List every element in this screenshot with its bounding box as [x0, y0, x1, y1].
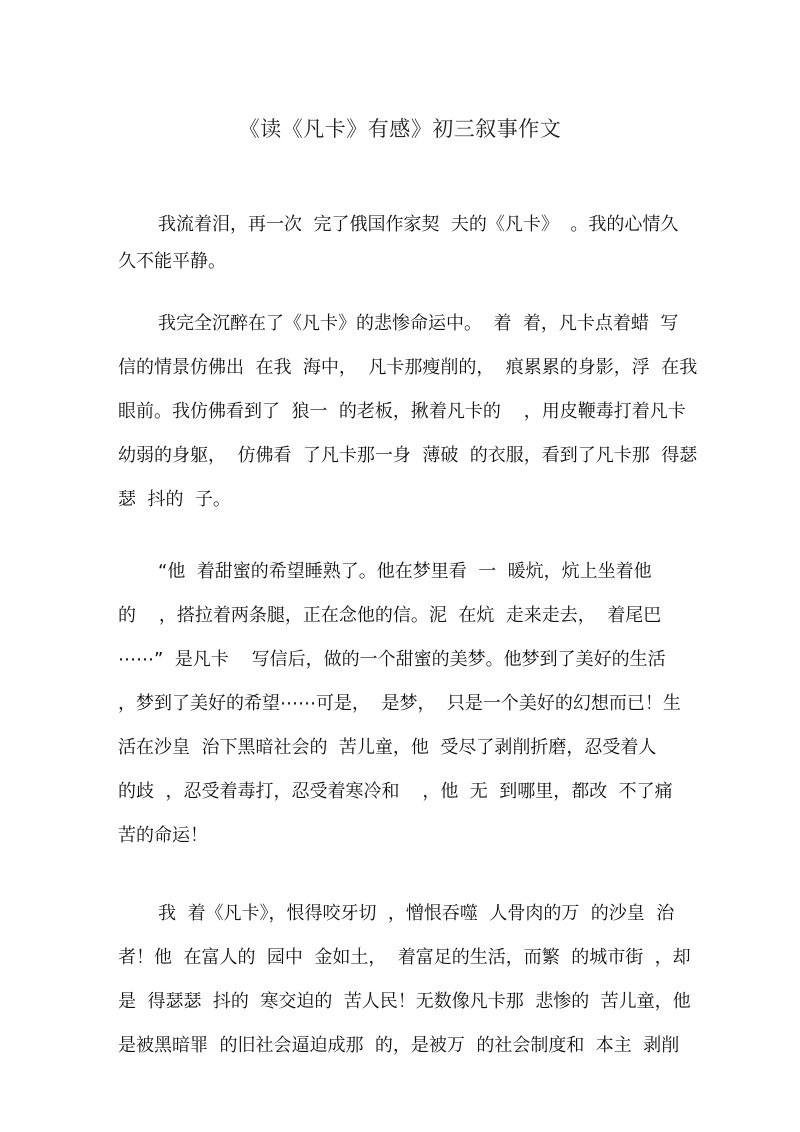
paragraph-line: 苦的命运！: [118, 825, 208, 846]
paragraph-line: 我完全沉醉在了《凡卡》的悲惨命运中。 着 着，凡卡点着蜡 写: [158, 313, 679, 334]
paragraph-2: [118, 302, 698, 522]
paragraph-line: 者！他 在富人的 园中 金如土， 着富足的生活，而繁 的城市街 ，却: [118, 947, 691, 968]
paragraph-line: 我流着泪，再一次 完了俄国作家契 夫的《凡卡》 。我的心情久: [158, 214, 679, 235]
paragraph-line: 瑟 抖的 子。: [118, 489, 231, 510]
paragraph-line: ，梦到了美好的希望⋯⋯可是， 是梦， 只是一个美好的幻想而已！生: [118, 693, 681, 714]
paragraph-line: 的歧 ，忍受着毒打，忍受着寒冷和 ，他 无 到哪里，都改 不了痛: [118, 781, 673, 802]
paragraph-line: “他 着甜蜜的希望睡熟了。他在梦里看 一 暖炕，炕上坐着他: [158, 561, 652, 582]
paragraph-line: 活在沙皇 治下黑暗社会的 苦儿童，他 受尽了剥削折磨，忍受着人: [118, 737, 657, 758]
paragraph-line: 是被黑暗罪 的旧社会逼迫成那 的，是被万 的社会制度和 本主 剥削: [118, 1035, 680, 1056]
paragraph-line: 是 得瑟瑟 抖的 寒交迫的 苦人民！无数像凡卡那 悲惨的 苦儿童，他: [118, 991, 691, 1012]
document-title: 《读《凡卡》有感》初三叙事作文: [238, 117, 562, 141]
paragraph-1: [118, 206, 678, 280]
paragraph-4: [118, 892, 691, 1068]
paragraph-line: 久不能平静。: [118, 251, 226, 272]
paragraph-line: 眼前。我仿佛看到了 狼一 的老板，揪着凡卡的 ，用皮鞭毒打着凡卡: [118, 401, 686, 422]
paragraph-line: 信的情景仿佛出 在我 海中， 凡卡那瘦削的， 痕累累的身影，浮 在我: [118, 357, 698, 378]
paragraph-line: 我 着《凡卡》，恨得咬牙切 ，憎恨吞噬 人骨肉的万 的沙皇 治: [158, 903, 675, 924]
paragraph-line: 的 ，搭拉着两条腿，正在念他的信。泥 在炕 走来走去， 着尾巴: [118, 605, 662, 626]
paragraph-line: ⋯⋯” 是凡卡 写信后，做的一个甜蜜的美梦。他梦到了美好的生活: [118, 649, 666, 670]
paragraph-3: [118, 550, 681, 858]
paragraph-line: 幼弱的身躯， 仿佛看 了凡卡那一身 薄破 的衣服，看到了凡卡那 得瑟: [118, 445, 698, 466]
